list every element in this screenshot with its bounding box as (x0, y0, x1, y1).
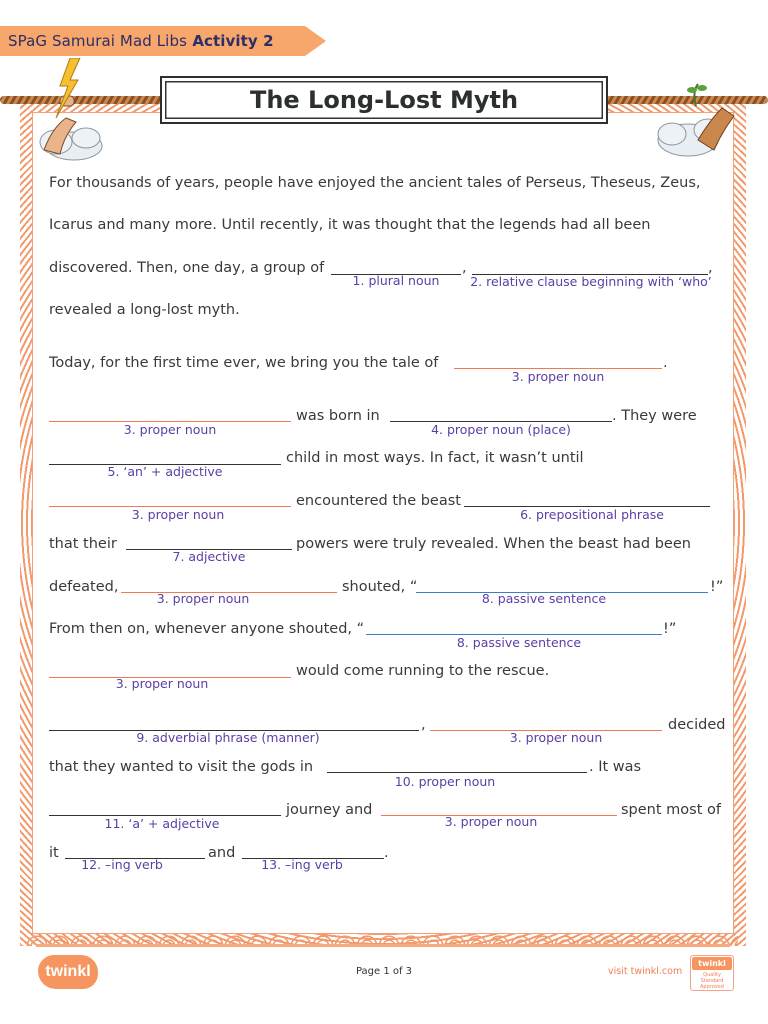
hint-8: 8. passive sentence (481, 591, 607, 606)
story-text: child in most ways. In fact, it wasn’t until (286, 450, 584, 466)
banner-activity: Activity 2 (192, 32, 274, 50)
story-text: powers were truly revealed. When the beast had been (296, 536, 691, 552)
hint-11: 11. ‘a’ + adjective (104, 816, 220, 831)
hint-6: 6. prepositional phrase (520, 507, 664, 522)
story-text: . It was (589, 759, 642, 775)
hint-10: 10. proper noun (394, 774, 496, 789)
story-text: defeated, (49, 579, 119, 595)
visit-link[interactable]: visit twinkl.com (608, 966, 683, 977)
hint-12: 12. –ing verb (81, 857, 163, 872)
logo-text: twinkl (45, 963, 91, 980)
story-text: journey and (286, 802, 373, 818)
story-text: shouted, “ (342, 579, 418, 595)
twinkl-logo[interactable] (38, 955, 98, 989)
comma: , (708, 260, 713, 276)
hint-8: 8. passive sentence (456, 635, 582, 650)
story-text: spent most of (621, 802, 721, 818)
badge-subtitle: Quality Standard Approved (700, 972, 724, 990)
page-title: The Long-Lost Myth (249, 86, 519, 114)
hint-2: 2. relative clause beginning with ‘who’ (470, 274, 712, 289)
badge-title: twinkl (692, 957, 732, 970)
hint-3: 3. proper noun (156, 591, 250, 606)
wave-border-bottom (26, 924, 738, 946)
banner-text (8, 32, 274, 50)
hint-3: 3. proper noun (115, 676, 209, 691)
hint-9: 9. adverbial phrase (manner) (136, 730, 320, 745)
banner-prefix: SPaG Samurai Mad Libs (8, 32, 187, 50)
story-text: it (49, 845, 59, 861)
bottom-rule (36, 944, 730, 947)
story-line: discovered. Then, one day, a group of (49, 260, 325, 276)
hint-3: 3. proper noun (509, 730, 603, 745)
hint-5: 5. ‘an’ + adjective (107, 464, 223, 479)
hint-3: 3. proper noun (131, 507, 225, 522)
story-line: For thousands of years, people have enjoyed the ancient tales of Perseus, Theseus, Zeus, (49, 175, 701, 191)
period: . (384, 845, 389, 861)
hint-7: 7. adjective (172, 549, 246, 564)
blank-10[interactable] (327, 772, 587, 773)
story-text: decided (668, 717, 726, 733)
story-line: Icarus and many more. Until recently, it was thought that the legends had all been (49, 217, 651, 233)
title-box (160, 76, 608, 124)
story-line: revealed a long-lost myth. (49, 302, 240, 318)
page-number: Page 1 of 3 (355, 966, 413, 977)
story-text: would come running to the rescue. (296, 663, 550, 679)
story-text: encountered the beast (296, 493, 461, 509)
olive-branch-hand-icon (652, 80, 740, 166)
story-text: !” (663, 621, 677, 637)
period: . (663, 355, 668, 371)
story-text: !” (710, 579, 724, 595)
comma: , (421, 717, 426, 733)
story-text: that their (49, 536, 117, 552)
hint-3: 3. proper noun (444, 814, 538, 829)
hint-13: 13. –ing verb (261, 857, 343, 872)
comma: , (462, 260, 467, 276)
story-text: and (208, 845, 236, 861)
hint-3: 3. proper noun (123, 422, 217, 437)
hint-4: 4. proper noun (place) (431, 422, 571, 437)
hint-3: 3. proper noun (511, 369, 605, 384)
story-text: that they wanted to visit the gods in (49, 759, 314, 775)
story-text: . They were (612, 408, 697, 424)
story-text: was born in (296, 408, 380, 424)
story-line: Today, for the first time ever, we bring you the tale of (49, 355, 439, 371)
hint-1: 1. plural noun (352, 273, 440, 288)
story-text: From then on, whenever anyone shouted, “ (49, 621, 365, 637)
lightning-hand-icon (26, 58, 106, 166)
